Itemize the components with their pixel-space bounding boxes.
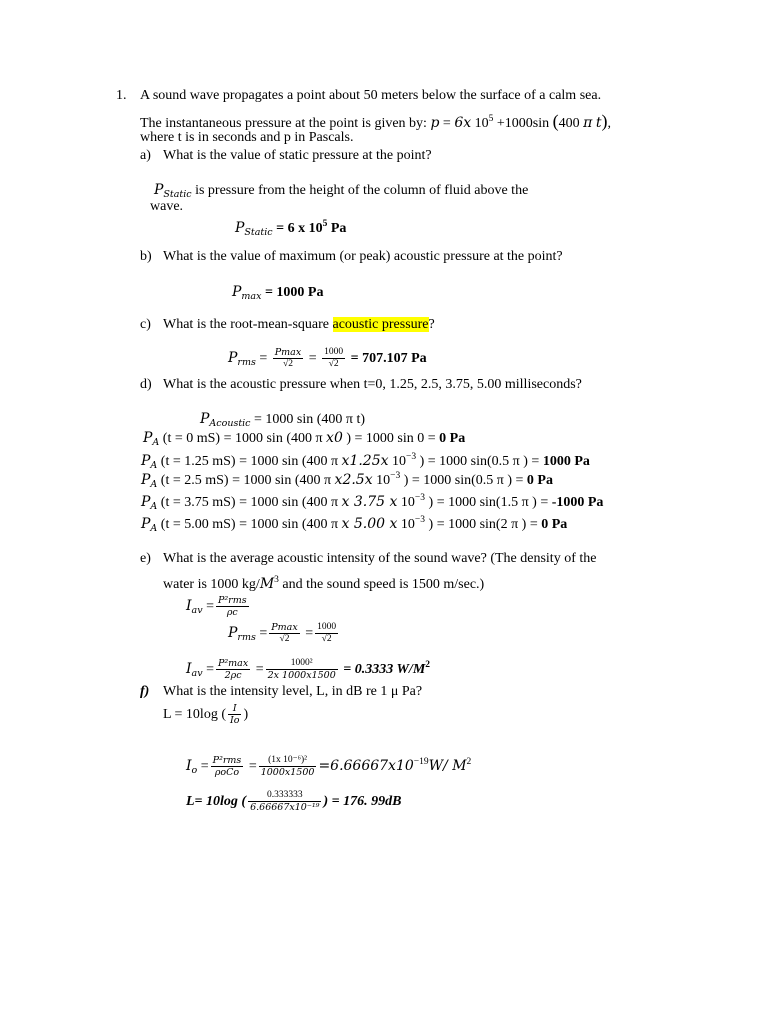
fraction-denominator: 2ρc bbox=[224, 670, 242, 682]
question-line-2-text: The instantaneous pressure at the point is given by: bbox=[140, 116, 427, 131]
pa-sub: A bbox=[150, 523, 158, 534]
part-c-question-pre: What is the root-mean-square bbox=[163, 317, 329, 332]
fraction-numerator: (1x 10⁻⁶)² bbox=[259, 755, 317, 767]
io-answer-exp: −19 bbox=[413, 757, 429, 767]
fraction-denominator: Io bbox=[229, 715, 240, 727]
fraction-denominator: √2 bbox=[279, 634, 290, 645]
pa-symbol: P bbox=[141, 453, 151, 469]
io-answer-unit: W/ M bbox=[428, 758, 467, 774]
iav-result-sub: av bbox=[191, 668, 203, 679]
part-a-explanation bbox=[154, 181, 528, 204]
io-eq-2: = bbox=[248, 759, 257, 774]
pa-row-t500 bbox=[141, 511, 567, 538]
fraction-denominator: ρoCo bbox=[214, 767, 240, 779]
part-e-question-1: What is the average acoustic intensity of the sound wave? (The density of the bbox=[163, 551, 597, 566]
part-f-question: What is the intensity level, L, in dB re 1 μ Pa? bbox=[163, 684, 423, 699]
part-c-label: c) bbox=[140, 317, 151, 332]
fraction-denominator: √2 bbox=[328, 359, 339, 370]
pa-row-ital: x0 bbox=[326, 430, 343, 446]
part-a-answer bbox=[235, 215, 346, 242]
pa-row-exp: −3 bbox=[406, 452, 417, 462]
eq-p: p bbox=[430, 115, 440, 131]
fraction-numerator: P²rms bbox=[212, 755, 242, 767]
prms-expression bbox=[228, 620, 340, 651]
pa-row-post: ) = 1000 sin(1.5 π ) = bbox=[428, 495, 549, 510]
pa-row-exp: −3 bbox=[390, 471, 401, 481]
highlighted-term: acoustic pressure bbox=[332, 317, 429, 332]
iav-result bbox=[186, 652, 430, 687]
part-e-question-2b: and the sound speed is 1500 m/sec.) bbox=[282, 577, 485, 592]
part-a-answer-unit: Pa bbox=[330, 221, 347, 236]
pmax2-over-2rhoc bbox=[216, 658, 250, 681]
prms2-over-rhoc bbox=[216, 595, 249, 618]
part-e-label: e) bbox=[140, 551, 151, 566]
pa-row-ten: 10 bbox=[392, 454, 407, 469]
pa-row-answer: 0 Pa bbox=[526, 473, 553, 488]
part-c-eq-2: = bbox=[308, 351, 317, 366]
part-c-answer bbox=[228, 345, 427, 376]
fraction-numerator: Pmax bbox=[274, 347, 302, 359]
pa-row-post: ) = 1000 sin 0 = bbox=[346, 431, 436, 446]
prms-sub: rms bbox=[237, 632, 256, 643]
fraction-numerator: P²rms bbox=[217, 595, 247, 607]
pa-symbol: P bbox=[141, 494, 151, 510]
pa-row-answer: 1000 Pa bbox=[542, 454, 590, 469]
pa-sub: A bbox=[152, 437, 160, 448]
part-f-label: f) bbox=[140, 684, 150, 699]
part-c-question bbox=[163, 316, 435, 334]
question-line-1: A sound wave propagates a point about 50 meters below the surface of a calm sea. bbox=[140, 88, 602, 103]
eq-ten-exp: 5 bbox=[488, 114, 494, 124]
fraction-numerator: 1000² bbox=[266, 658, 338, 670]
eq-ten: 10 bbox=[474, 116, 489, 131]
1000sq-over-product bbox=[266, 658, 338, 681]
fraction-denominator: 2x 1000x1500 bbox=[267, 670, 336, 682]
part-a-answer-ten: 10 bbox=[308, 221, 323, 236]
prms-eq-2: = bbox=[305, 626, 314, 641]
p-static-symbol: P bbox=[154, 182, 164, 198]
pa-row-post: ) = 1000 sin(0.5 π ) = bbox=[403, 473, 524, 488]
1000-over-root2 bbox=[315, 622, 338, 645]
fraction-numerator: P²max bbox=[217, 658, 249, 670]
iav-symbol: I bbox=[186, 598, 192, 614]
part-a-question: What is the value of static pressure at the point? bbox=[163, 148, 432, 163]
pa-sub: A bbox=[150, 460, 158, 471]
l-definition bbox=[163, 701, 248, 729]
pa-symbol: P bbox=[143, 430, 153, 446]
part-b-answer-val: = 1000 Pa bbox=[264, 285, 324, 300]
pa-row-ital: x1.25x bbox=[341, 453, 389, 469]
pa-row-pre: (t = 5.00 mS) = 1000 sin (400 π bbox=[160, 517, 339, 532]
part-c-eq-1: = bbox=[259, 351, 268, 366]
fraction-numerator: I bbox=[228, 703, 241, 715]
part-a-answer-val: = 6 x bbox=[276, 221, 306, 236]
eq-open-paren: ( bbox=[552, 111, 559, 131]
fraction-denominator: √2 bbox=[321, 634, 332, 645]
part-b-label: b) bbox=[140, 249, 152, 264]
part-e-m: M bbox=[259, 576, 275, 592]
eq-6x: 6x bbox=[454, 115, 472, 131]
p-max-symbol: P bbox=[232, 284, 242, 300]
part-a-answer-exp: 5 bbox=[322, 219, 328, 229]
pmax-over-root2 bbox=[269, 622, 299, 645]
pa-row-pre: (t = 3.75 mS) = 1000 sin (400 π bbox=[160, 495, 339, 510]
p-static-sub: Static bbox=[163, 189, 192, 200]
io-answer: =6.66667x10 bbox=[318, 758, 414, 774]
l-result-pre: L= 10log ( bbox=[186, 794, 247, 809]
pa-row-ital: x 5.00 x bbox=[341, 516, 398, 532]
part-a-explain-2: wave. bbox=[150, 199, 184, 214]
eq-pi: π bbox=[583, 115, 593, 131]
pa-row-exp: −3 bbox=[414, 493, 426, 503]
l-definition-pre: L = 10log ( bbox=[163, 707, 226, 722]
pa-row-pre: (t = 1.25 mS) = 1000 sin (400 π bbox=[160, 454, 339, 469]
question-number: 1. bbox=[116, 88, 127, 103]
pa-row-exp: −3 bbox=[414, 515, 426, 525]
part-d-label: d) bbox=[140, 377, 152, 392]
fraction-numerator: 1000 bbox=[317, 622, 337, 633]
pa-row-ital: x2.5x bbox=[334, 472, 373, 488]
eq-comma: , bbox=[607, 116, 611, 131]
p-rms-sub: rms bbox=[237, 357, 256, 368]
eq-equals: = bbox=[442, 116, 451, 131]
1000-over-root2 bbox=[322, 347, 345, 370]
pa-row-pre: (t = 2.5 mS) = 1000 sin (400 π bbox=[160, 473, 332, 488]
prms-symbol: P bbox=[228, 625, 238, 641]
p-static-answer-sub: Static bbox=[244, 227, 273, 238]
p-acoustic-formula-text: = 1000 sin (400 π t) bbox=[254, 412, 366, 427]
part-a-explain-1: is pressure from the height of the column of fluid above the bbox=[195, 183, 529, 198]
p-rms-symbol: P bbox=[228, 350, 238, 366]
ref-pressure-fraction bbox=[259, 755, 317, 778]
part-e-question-2a: water is 1000 kg/ bbox=[163, 577, 260, 592]
eq-t: t bbox=[595, 115, 602, 131]
fraction-denominator: ρc bbox=[226, 607, 238, 619]
iav-result-eq-2: = bbox=[255, 662, 264, 677]
l-result-answer: ) = 176. 99dB bbox=[323, 794, 402, 809]
question-line-3: where t is in seconds and p in Pascals. bbox=[140, 130, 354, 145]
part-c-question-post: ? bbox=[428, 317, 435, 332]
iav-result-answer: = 0.3333 W/M bbox=[343, 662, 426, 677]
eq-400: 400 bbox=[558, 116, 580, 131]
prms-eq-1: = bbox=[259, 626, 268, 641]
fraction-denominator: 6.66667x10⁻¹⁹ bbox=[250, 802, 320, 814]
pa-sub: A bbox=[150, 501, 158, 512]
pa-row-ten: 10 bbox=[400, 517, 415, 532]
i-over-io bbox=[228, 703, 241, 726]
iav-result-symbol: I bbox=[186, 661, 192, 677]
prms2-over-rhoco bbox=[211, 755, 244, 778]
pa-row-answer: -1000 Pa bbox=[551, 495, 604, 510]
pa-row-answer: 0 Pa bbox=[439, 431, 466, 446]
fraction-denominator: √2 bbox=[282, 359, 293, 370]
part-e-m-exp: 3 bbox=[274, 575, 279, 585]
io-answer-unit-exp: 2 bbox=[466, 757, 472, 767]
eq-sin: +1000sin bbox=[496, 116, 550, 131]
part-a-label: a) bbox=[140, 148, 151, 163]
l-result bbox=[186, 788, 401, 816]
iav-result-answer-exp: 2 bbox=[425, 660, 431, 670]
io-eq-1: = bbox=[200, 759, 209, 774]
part-b-answer bbox=[232, 283, 323, 306]
pa-symbol: P bbox=[141, 516, 151, 532]
eq-close-paren: ) bbox=[601, 111, 608, 131]
part-b-question: What is the value of maximum (or peak) acoustic pressure at the point? bbox=[163, 249, 563, 264]
fraction-numerator: 0.333333 bbox=[248, 790, 321, 802]
io-expression bbox=[186, 748, 471, 785]
part-c-answer-val: = 707.107 Pa bbox=[350, 351, 427, 366]
l-definition-post: ) bbox=[243, 707, 249, 722]
pa-row-ital: x 3.75 x bbox=[341, 494, 398, 510]
iav-result-eq-1: = bbox=[206, 662, 214, 677]
pa-row-answer: 0 Pa bbox=[541, 517, 568, 532]
fraction-numerator: Pmax bbox=[271, 622, 298, 634]
iav-sub: av bbox=[191, 605, 203, 616]
iav-eq: = bbox=[206, 599, 214, 614]
part-d-question: What is the acoustic pressure when t=0, 1.25, 2.5, 3.75, 5.00 milliseconds? bbox=[163, 377, 582, 392]
fraction-denominator: 1000x1500 bbox=[260, 767, 315, 779]
pa-row-pre: (t = 0 mS) = 1000 sin (400 π bbox=[162, 431, 323, 446]
pa-row-ten: 10 bbox=[400, 495, 415, 510]
io-sub: o bbox=[191, 765, 198, 776]
p-acoustic-sub: Acoustic bbox=[209, 418, 251, 429]
p-max-sub: max bbox=[241, 291, 262, 302]
fraction-numerator: 1000 bbox=[324, 347, 344, 358]
p-static-answer-symbol: P bbox=[235, 220, 245, 236]
p-acoustic-symbol: P bbox=[200, 411, 210, 427]
part-e-question-2 bbox=[163, 571, 484, 594]
pa-row-ten: 10 bbox=[376, 473, 391, 488]
io-symbol: I bbox=[186, 758, 192, 774]
pmax-over-root2 bbox=[273, 347, 303, 370]
pa-symbol: P bbox=[141, 472, 151, 488]
intensity-ratio bbox=[248, 790, 321, 813]
pa-row-post: ) = 1000 sin(0.5 π ) = bbox=[419, 454, 540, 469]
pa-row-post: ) = 1000 sin(2 π ) = bbox=[428, 517, 538, 532]
pa-sub: A bbox=[150, 479, 158, 490]
